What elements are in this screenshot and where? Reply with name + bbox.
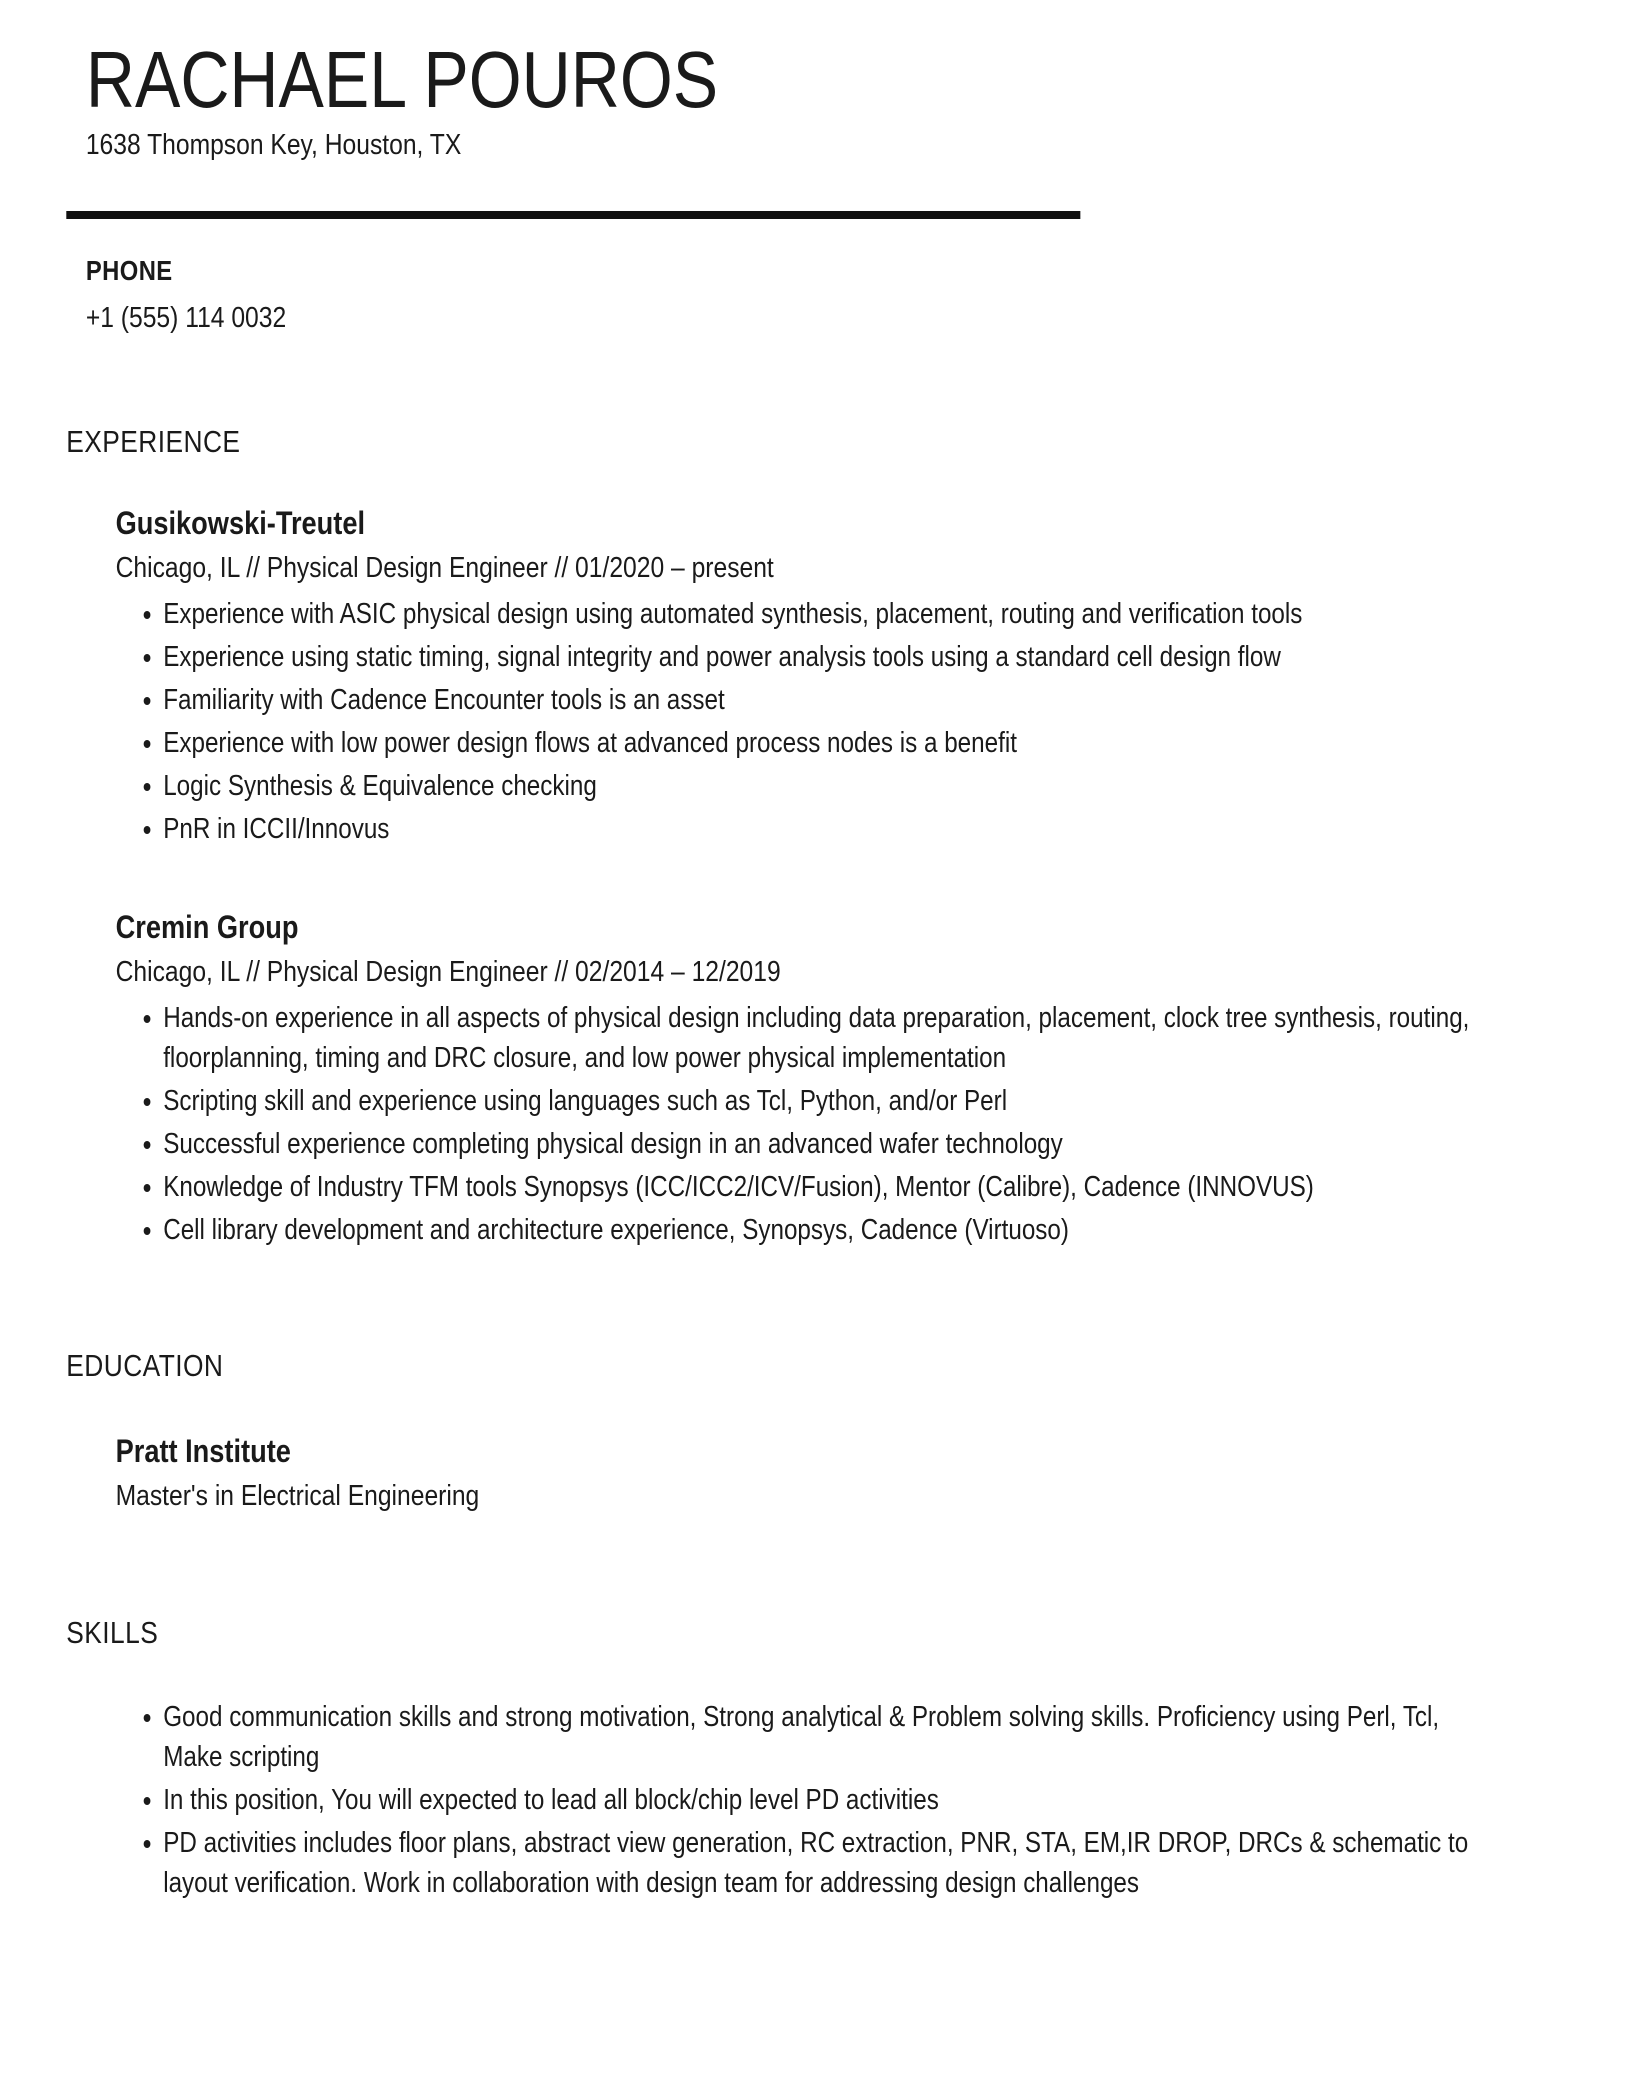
section-title-experience: EXPERIENCE [66, 423, 241, 459]
job-bullet-list [116, 595, 1490, 849]
bullet-item: • In this position, You will expected to lead all block/chip level PD activities [163, 1781, 1489, 1821]
bullet-item: • Cell library development and architecture experience, Synopsys, Cadence (Virtuoso) [163, 1211, 1489, 1251]
company-name: Gusikowski-Treutel [115, 504, 366, 541]
bullet-item: • Successful experience completing physical design in an advanced wafer technology [163, 1125, 1489, 1165]
person-address: 1638 Thompson Key, Houston, TX [85, 129, 462, 161]
job-entry [116, 503, 1632, 850]
bullet-item: • PnR in ICCII/Innovus [163, 810, 1489, 850]
phone-value: +1 (555) 114 0032 [85, 302, 287, 335]
bullet-item: • Experience with ASIC physical design using automated synthesis, placement, routing and verification tools [163, 595, 1489, 635]
education-entry [116, 1431, 1632, 1517]
skills-bullet-list [116, 1698, 1490, 1903]
bullet-item: • Experience with low power design flows at advanced process nodes is a benefit [163, 724, 1489, 764]
job-meta: Chicago, IL // Physical Design Engineer // 02/2014 – 12/2019 [115, 956, 781, 989]
school-name: Pratt Institute [115, 1432, 291, 1469]
section-title-skills: SKILLS [66, 1615, 159, 1651]
header-rule [66, 211, 1080, 219]
section-title-education: EDUCATION [66, 1347, 224, 1383]
job-meta: Chicago, IL // Physical Design Engineer // 01/2020 – present [115, 552, 774, 585]
company-name: Cremin Group [115, 908, 299, 945]
bullet-item: • Logic Synthesis & Equivalence checking [163, 767, 1489, 807]
phone-label: PHONE [85, 255, 173, 287]
bullet-item: • Knowledge of Industry TFM tools Synopsys (ICC/ICC2/ICV/Fusion), Mentor (Calibre), Cadence (INNOVUS) [163, 1168, 1489, 1208]
bullet-item: • Hands-on experience in all aspects of physical design including data preparation, placement, clock tree synthesis, routing, floorplanning, timing and DRC closure, and low power physical implementation [163, 999, 1489, 1079]
bullet-item: • PD activities includes floor plans, abstract view generation, RC extraction, PNR, STA, EM,IR DROP, DRCs & schematic to layout verification. Work in collaboration with design team for addressing design challenges [163, 1824, 1489, 1904]
bullet-item: • Familiarity with Cadence Encounter tools is an asset [163, 681, 1489, 721]
job-bullet-list [116, 999, 1490, 1250]
bullet-item: • Good communication skills and strong motivation, Strong analytical & Problem solving skills. Proficiency using Perl, Tcl, Make scripting [163, 1698, 1489, 1778]
bullet-item: • Experience using static timing, signal integrity and power analysis tools using a standard cell design flow [163, 638, 1489, 678]
person-name: RACHAEL POUROS [85, 35, 719, 124]
contact-block [86, 251, 1632, 339]
job-entry [116, 907, 1632, 1251]
bullet-item: • Scripting skill and experience using languages such as Tcl, Python, and/or Perl [163, 1082, 1489, 1122]
degree: Master's in Electrical Engineering [115, 1480, 480, 1513]
